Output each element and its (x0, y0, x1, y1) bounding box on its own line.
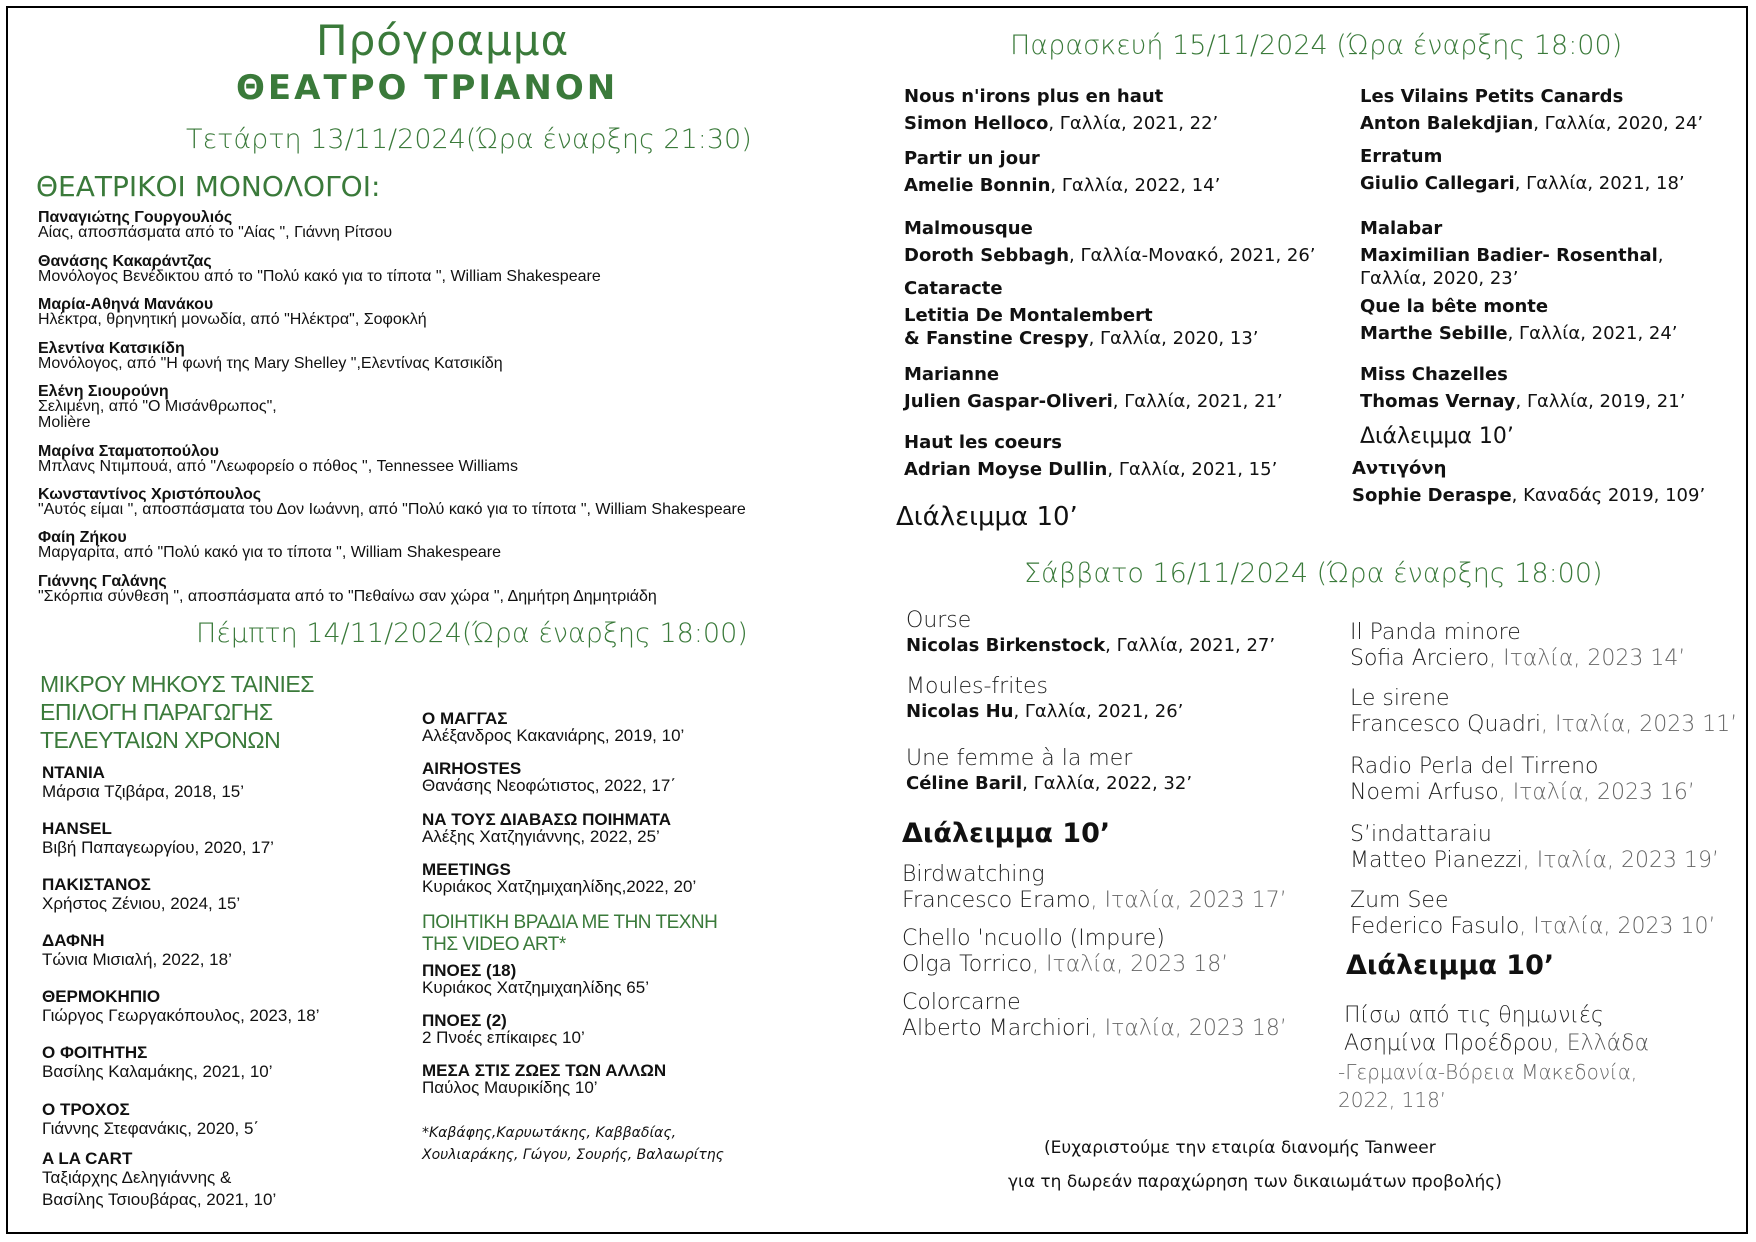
film-item (904, 86, 1218, 134)
film-credit: Τώνια Μισιαλή, 2022, 18’ (42, 950, 232, 969)
film-title: Une femme à la mer (906, 746, 1133, 771)
film-director: Céline Baril (906, 773, 1023, 794)
film-item (904, 148, 1220, 196)
feature-title: Αντιγόνη (1352, 458, 1447, 479)
film-info: , Ιταλία, 2023 11’ (1541, 712, 1738, 737)
film-credit (904, 305, 1259, 326)
film-director: Marthe Sebille (1360, 323, 1508, 344)
film-credit (904, 459, 1277, 480)
film-title: Chello 'ncuollo (Impure) (902, 926, 1165, 951)
saturday-left-break: Διάλειμμα 10’ (902, 818, 1111, 849)
film-item (1350, 620, 1685, 672)
film-item (42, 988, 319, 1025)
film-info: , Ιταλία, 2023 18’ (1090, 1016, 1287, 1041)
film-director: Letitia De Montalembert (904, 305, 1153, 326)
film-title: Malmousque (904, 218, 1033, 239)
film-info: , Γαλλία, 2021, 26’ (1013, 701, 1184, 722)
film-credit: Μάρσια Τζιβάρα, 2018, 15’ (42, 782, 245, 801)
film-credit: Γιώργος Γεωργακόπουλος, 2023, 18’ (42, 1006, 320, 1025)
video-art-heading (422, 912, 717, 956)
film-director: Doroth Sebbagh (904, 245, 1070, 266)
film-credit: Γιάννης Στεφανάκις, 2020, 5΄ (42, 1119, 260, 1138)
film-credit (1360, 113, 1703, 134)
film-title: Erratum (1360, 146, 1443, 167)
film-credit (906, 773, 1192, 794)
performer-name: Ελένη Σιουρούνη (38, 383, 169, 400)
monologue-item (38, 487, 746, 518)
monologue-work: Μπλανς Ντιμπουά, από "Λεωφορείο ο πόθος ", Tennessee Williams (38, 458, 518, 475)
video-art-title: ΠΝΟΕΣ (18) (422, 961, 517, 980)
film-title: Ο ΤΡΟΧΟΣ (42, 1100, 130, 1119)
performer-name: Κωνσταντίνος Χριστόπουλος (38, 486, 262, 503)
film-credit: Αλέξης Χατζηγιάννης, 2022, 25’ (422, 827, 660, 846)
film-item (42, 820, 274, 857)
film-director: Francesco Eramo (902, 888, 1091, 913)
film-title: S’indattaraiu (1350, 822, 1492, 847)
film-title: Malabar (1360, 218, 1443, 239)
film-info: , Ιταλία, 2023 14’ (1489, 646, 1686, 671)
saturday-heading: Σάββατο 16/11/2024 (Ώρα έναρξης 18:00) (1024, 558, 1603, 589)
film-credit (1350, 646, 1685, 672)
film-title: Ο ΦΟΙΤΗΤΗΣ (42, 1043, 148, 1062)
film-title: ΠΑΚΙΣΤΑΝΟΣ (42, 875, 151, 894)
film-item (422, 811, 671, 846)
venue-title: ΘΕΑΤΡΟ ΤΡΙΑΝΟΝ (236, 68, 619, 108)
film-credit (904, 245, 1316, 266)
film-credit (904, 175, 1220, 196)
film-title: Birdwatching (902, 862, 1045, 887)
film-item (42, 1150, 276, 1209)
film-credit: Κυριάκος Χατζημιχαηλίδης,2022, 20’ (422, 877, 697, 896)
short-films-heading-line: ΤΕΛΕΥΤΑΙΩΝ ΧΡΟΝΩΝ (40, 727, 281, 753)
film-director: Noemi Arfuso (1350, 780, 1499, 805)
poets-note-line: Χουλιαράκης, Γώγου, Σουρής, Βαλαωρίτης (422, 1147, 724, 1163)
friday-right-break: Διάλειμμα 10’ (1360, 424, 1514, 449)
film-item (42, 932, 232, 969)
film-credit (902, 888, 1287, 914)
friday-feature (1352, 458, 1705, 506)
film-title: ΝΑ ΤΟΥΣ ΔΙΑΒΑΣΩ ΠΟΙΗΜΑΤΑ (422, 810, 671, 829)
film-credit (902, 952, 1228, 978)
film-director: & Fanstine Crespy (904, 328, 1089, 349)
film-credit (902, 1016, 1287, 1042)
saturday-feature (1338, 1002, 1650, 1114)
saturday-feature-title: Πίσω από τις θημωνιές (1344, 1003, 1604, 1028)
film-info: , Γαλλία, 2020, 13’ (1088, 328, 1259, 349)
film-item (902, 926, 1228, 978)
thanks-line: για τη δωρεάν παραχώρηση των δικαιωμάτων προβολής) (1008, 1172, 1502, 1192)
film-info: , Ιταλία, 2023 17’ (1090, 888, 1287, 913)
film-title: Zum See (1350, 888, 1449, 913)
feature-info: , Καναδάς 2019, 109’ (1511, 485, 1706, 506)
thursday-heading: Πέμπτη 14/11/2024(Ώρα έναρξης 18:00) (196, 618, 748, 649)
performer-name: Παναγιώτης Γουργουλιός (38, 209, 233, 226)
film-credit: Βασίλης Τσιουβάρας, 2021, 10’ (42, 1190, 277, 1209)
film-director: Matteo Pianezzi (1350, 848, 1523, 873)
film-info: , Γαλλία, 2021, 15’ (1107, 459, 1278, 480)
performer-name: Μαρίνα Σταματοπούλου (38, 443, 219, 460)
monologue-work: Αίας, αποσπάσματα από το "Αίας ", Γιάννη Ρίτσου (38, 224, 393, 241)
monologue-work: Ηλέκτρα, θρηνητική μονωδία, από "Ηλέκτρα", Σοφοκλή (38, 311, 427, 328)
performer-name: Φαίη Ζήκου (38, 529, 127, 546)
film-item (422, 760, 676, 795)
film-title: Marianne (904, 364, 1000, 385)
film-info: , Γαλλία, 2020, 24’ (1533, 113, 1704, 134)
feature-credit (1352, 485, 1705, 506)
friday-heading: Παρασκευή 15/11/2024 (Ώρα έναρξης 18:00) (1010, 30, 1623, 61)
film-item (422, 710, 684, 745)
monologue-work: "Σκόρπια σύνθεση ", αποσπάσματα από το "Πεθαίνω σαν χώρα ", Δημήτρη Δημητριάδη (38, 588, 657, 605)
short-films-heading-line: ΜΙΚΡΟΥ ΜΗΚΟΥΣ ΤΑΙΝΙΕΣ (40, 671, 314, 697)
film-director: Julien Gaspar-Oliveri (904, 391, 1113, 412)
film-title: Ο ΜΑΓΓΑΣ (422, 709, 508, 728)
film-credit (904, 328, 1259, 349)
film-credit (1360, 245, 1664, 266)
film-title: Nous n'irons plus en haut (904, 86, 1164, 107)
film-credit (1350, 914, 1716, 940)
film-credit (1360, 323, 1678, 344)
film-info: , Γαλλία, 2022, 32’ (1022, 773, 1193, 794)
film-info: , Ιταλία, 2023 10’ (1519, 914, 1716, 939)
film-title: A LA CART (42, 1149, 133, 1168)
film-credit (1360, 391, 1685, 412)
film-director: Olga Torrico (902, 952, 1033, 977)
monologue-item (38, 444, 518, 475)
film-title: ΔΑΦΝΗ (42, 931, 105, 950)
film-title: ΝΤΑΝΙΑ (42, 763, 105, 782)
film-item (1350, 686, 1737, 738)
monologue-item (38, 210, 392, 241)
video-art-heading-line: ΠΟΙΗΤΙΚΗ ΒΡΑΔΙΑ ΜΕ ΤΗΝ ΤΕΧΝΗ (422, 912, 718, 933)
film-director: Anton Balekdjian (1360, 113, 1534, 134)
film-credit: Βιβή Παπαγεωργίου, 2020, 17’ (42, 838, 274, 857)
film-title: Partir un jour (904, 148, 1040, 169)
film-item (1360, 218, 1664, 289)
film-credit (1350, 780, 1695, 806)
film-item (906, 608, 1275, 656)
film-credit (904, 113, 1218, 134)
film-title: Le sirene (1350, 686, 1450, 711)
video-art-credit: Κυριάκος Χατζημιχαηλίδης 65’ (422, 978, 649, 997)
short-films-heading-line: ΕΠΙΛΟΓΗ ΠΑΡΑΓΩΓΗΣ (40, 699, 273, 725)
film-item (42, 876, 240, 913)
monologue-item (38, 574, 657, 605)
film-credit (1360, 173, 1685, 194)
monologue-item (38, 297, 427, 328)
film-director: Amelie Bonnin (904, 175, 1051, 196)
film-item (1360, 146, 1685, 194)
film-credit (904, 391, 1283, 412)
film-info: , Γαλλία, 2022, 14’ (1050, 175, 1221, 196)
film-title: MEETINGS (422, 860, 511, 879)
performer-name: Ελεντίνα Κατσικίδη (38, 340, 185, 357)
short-films-heading (40, 670, 314, 754)
video-art-credit: Παύλος Μαυρικίδης 10’ (422, 1078, 598, 1097)
performer-name: Θανάσης Κακαράντζας (38, 253, 212, 270)
film-info: , Ιταλία, 2023 18’ (1032, 952, 1229, 977)
monologue-item (38, 384, 277, 431)
film-info: , Γαλλία, 2019, 21’ (1515, 391, 1686, 412)
saturday-feature-director: Ασημίνα Προέδρου (1344, 1031, 1553, 1056)
film-director: Thomas Vernay (1360, 391, 1516, 412)
film-item (904, 364, 1283, 412)
monologue-work: Μαργαρίτα, από "Πολύ κακό για το τίποτα ", William Shakespeare (38, 544, 501, 561)
film-info: , Ιταλία, 2023 16’ (1498, 780, 1695, 805)
film-item (906, 746, 1192, 794)
film-item (42, 1101, 259, 1138)
poets-note-line: *Καβάφης,Καρυωτάκης, Καββαδίας, (422, 1125, 677, 1141)
film-title: Il Panda minore (1350, 620, 1521, 645)
film-credit: Αλέξανδρος Κακανιάρης, 2019, 10’ (422, 726, 685, 745)
film-credit (1350, 848, 1719, 874)
monologue-work: Σελιμένη, από "Ο Μισάνθρωπος", (38, 398, 277, 415)
film-title: ΘΕΡΜΟΚΗΠΙΟ (42, 987, 161, 1006)
film-director: Simon Helloco (904, 113, 1049, 134)
film-director: Giulio Callegari (1360, 173, 1515, 194)
film-director: Francesco Quadri (1350, 712, 1542, 737)
film-credit: Θανάσης Νεοφώτιστος, 2022, 17΄ (422, 776, 676, 795)
film-credit (1350, 712, 1737, 738)
film-title: Colorcarne (902, 990, 1021, 1015)
film-credit: Χρήστος Ζένιου, 2024, 15’ (42, 894, 241, 913)
film-title: Miss Chazelles (1360, 364, 1508, 385)
video-art-item (422, 1062, 666, 1097)
film-info: , Γαλλία, 2021, 18’ (1514, 173, 1685, 194)
film-credit (906, 701, 1183, 722)
wednesday-heading: Τετάρτη 13/11/2024(Ώρα έναρξης 21:30) (186, 124, 752, 155)
monologue-item (38, 530, 501, 561)
video-art-item (422, 1012, 585, 1047)
performer-name: Γιάννης Γαλάνης (38, 573, 167, 590)
film-title: AIRHOSTES (422, 759, 522, 778)
saturday-feature-credit (1344, 1030, 1649, 1058)
film-info: , Γαλλία, 2021, 27’ (1105, 635, 1276, 656)
thanks-line: (Ευχαριστούμε την εταιρία διανομής Tanweer (1044, 1138, 1436, 1158)
video-art-title: ΠΝΟΕΣ (2) (422, 1011, 507, 1030)
film-director: Nicolas Hu (906, 701, 1014, 722)
monologue-work: Molière (38, 414, 91, 431)
film-info: , Γαλλία-Μονακό, 2021, 26’ (1069, 245, 1316, 266)
film-info: , Γαλλία, 2021, 24’ (1507, 323, 1678, 344)
film-item (902, 990, 1287, 1042)
monologue-item (38, 254, 601, 285)
video-art-credit: 2 Πνοές επίκαιρες 10’ (422, 1028, 585, 1047)
poets-note (422, 1122, 724, 1166)
saturday-feature-info-line: -Γερμανία-Βόρεια Μακεδονία, (1338, 1060, 1638, 1084)
film-director: Adrian Moyse Dullin (904, 459, 1108, 480)
film-info: , Ιταλία, 2023 19’ (1522, 848, 1719, 873)
film-info: , Γαλλία, 2021, 22’ (1048, 113, 1219, 134)
film-title: Haut les coeurs (904, 432, 1062, 453)
film-director: Nicolas Birkenstock (906, 635, 1106, 656)
film-item (1350, 888, 1716, 940)
film-item (904, 278, 1259, 349)
film-item (42, 1044, 273, 1081)
performer-name: Μαρία-Αθηνά Μανάκου (38, 296, 214, 313)
film-title: HANSEL (42, 819, 112, 838)
film-item (1350, 754, 1695, 806)
video-art-title: ΜΕΣΑ ΣΤΙΣ ΖΩΕΣ ΤΩΝ ΑΛΛΩΝ (422, 1061, 667, 1080)
film-item (42, 764, 244, 801)
film-info: , Γαλλία, 2021, 21’ (1112, 391, 1283, 412)
film-item (904, 218, 1316, 266)
film-credit: Ταξιάρχης Δεληγιάννης & (42, 1168, 232, 1187)
film-item (1350, 822, 1719, 874)
film-item (904, 432, 1277, 480)
monologue-work: "Αυτός είμαι ", αποσπάσματα του Δον Ιωάννη, από "Πολύ κακό για το τίποτα ", William Shakespeare (38, 501, 746, 518)
film-director: Alberto Marchiori (902, 1016, 1091, 1041)
monologue-item (38, 341, 503, 372)
monologue-work: Μονόλογος, από "Η φωνή της Mary Shelley ",Ελεντίνας Κατσικίδη (38, 355, 503, 372)
film-info: Γαλλία, 2020, 23’ (1360, 268, 1519, 289)
video-art-item (422, 962, 649, 997)
film-title: Que la bête monte (1360, 296, 1549, 317)
film-title: Les Vilains Petits Canards (1360, 86, 1624, 107)
film-director: Federico Fasulo (1350, 914, 1520, 939)
saturday-feature-info: , Ελλάδα (1552, 1031, 1650, 1056)
monologue-work: Μονόλογος Βενέδικτου από το "Πολύ κακό για το τίποτα ", William Shakespeare (38, 268, 601, 285)
film-title: Ourse (906, 608, 972, 633)
film-credit (906, 635, 1275, 656)
film-item (906, 674, 1183, 722)
film-item (1360, 86, 1703, 134)
film-info: , (1657, 245, 1664, 266)
film-title: Radio Perla del Tirreno (1350, 754, 1599, 779)
monologues-heading: ΘΕΑΤΡΙΚΟΙ ΜΟΝΟΛΟΓΟΙ: (36, 170, 381, 203)
saturday-right-break: Διάλειμμα 10’ (1346, 950, 1555, 981)
film-credit: Βασίλης Καλαμάκης, 2021, 10’ (42, 1062, 273, 1081)
film-director: Maximilian Badier- Rosenthal (1360, 245, 1658, 266)
film-item (1360, 296, 1678, 344)
film-title: Moules-frites (906, 674, 1048, 699)
program-title: Πρόγραμμα (316, 16, 570, 65)
film-title: Cataracte (904, 278, 1003, 299)
feature-director: Sophie Deraspe (1352, 485, 1512, 506)
film-item (422, 861, 696, 896)
friday-left-break: Διάλειμμα 10’ (896, 502, 1078, 532)
saturday-feature-info-line: 2022, 118’ (1338, 1088, 1447, 1112)
video-art-heading-line: ΤΗΣ VIDEO ART* (422, 934, 566, 955)
film-director: Sofia Arciero (1350, 646, 1490, 671)
film-item (1360, 364, 1685, 412)
film-item (902, 862, 1287, 914)
